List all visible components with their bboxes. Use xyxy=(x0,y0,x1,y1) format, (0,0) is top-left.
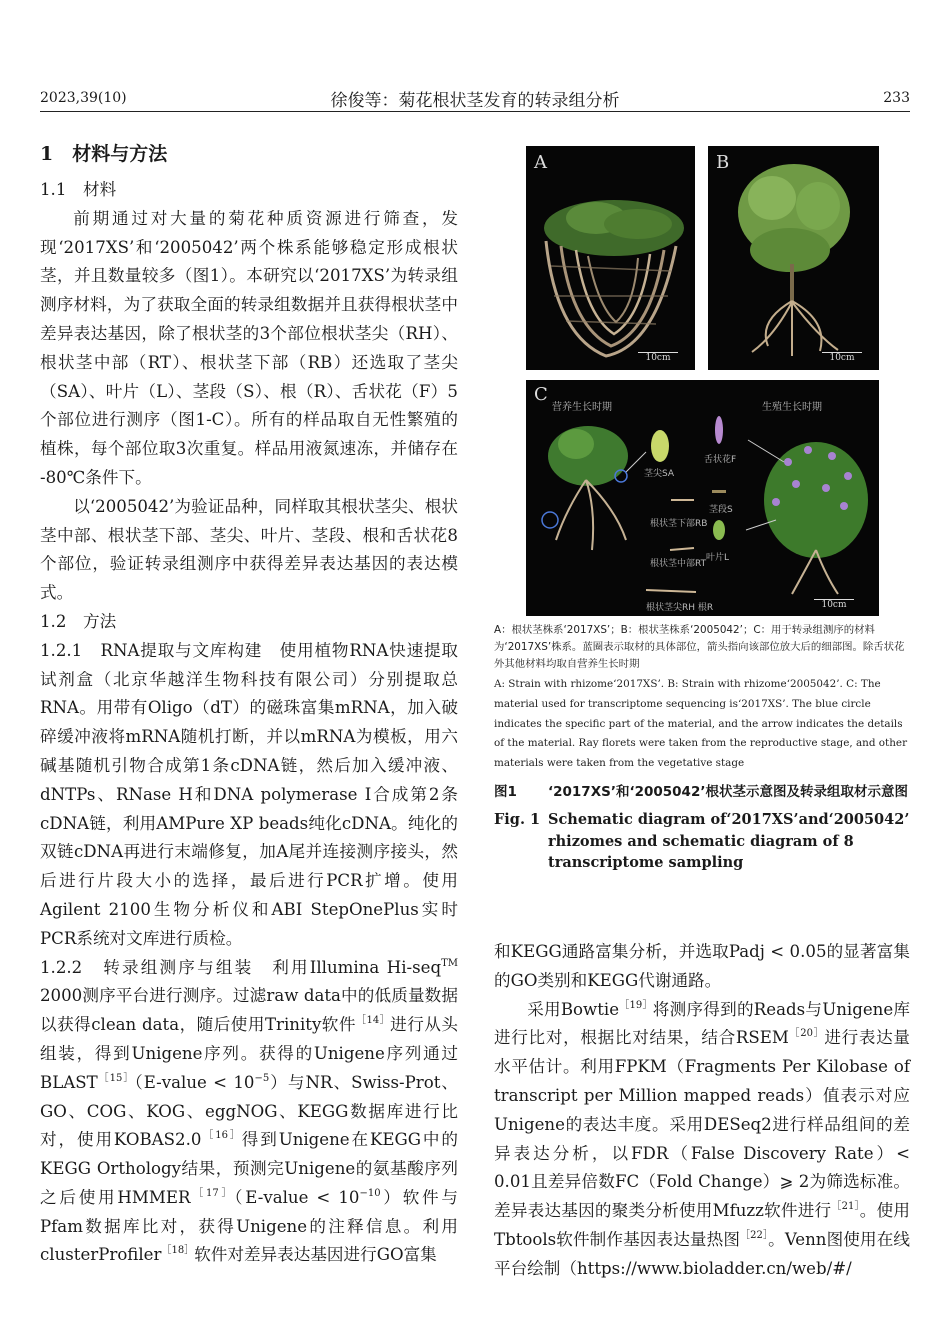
exponent: −5 xyxy=(254,1072,270,1084)
trademark: TM xyxy=(441,957,458,969)
method-seq-title: 1.2.2 转录组测序与组装 xyxy=(40,957,254,977)
section-heading: 1 材料与方法 xyxy=(40,143,168,165)
text-run: （E-value < 10 xyxy=(134,1072,255,1092)
method-seq-paragraph xyxy=(40,954,458,1271)
reproductive-stage-label: 生殖生长时期 xyxy=(762,402,822,413)
left-column xyxy=(40,140,458,1270)
panel-c-photo xyxy=(526,380,879,616)
text-run: 进行表达量水平估计。利用FPKM（Fragments Per Kilobase of transcript per Million mapped reads）值表示对应Unigene的表达丰度。采用DESeq2进行样品组间的差异表达分析，以FDR（False Discovery Rate）< 0.01且差异倍数FC（Fold Change）⩾ 2为筛选标准。差异表达基因的聚类分析使用Mfuzz软件进行 xyxy=(494,1028,911,1221)
text-run: 利用Illumina Hi-seq xyxy=(272,957,442,977)
citation[interactable]: ［16］ xyxy=(201,1130,242,1142)
citation[interactable]: ［18］ xyxy=(161,1245,195,1257)
figure-number-en: Fig. 1 xyxy=(494,811,541,829)
caption-en: A: Strain with rhizome‘2017XS’. B: Strain with rhizome‘2005042’. C: The material used for transcriptome sequencing is‘2017XS’. The blue circle indicates the specific part of the material, and the arrow indicates the details of the material. Ray florets were taken from the reproductive stage, and other materials were taken from the vegetative stage xyxy=(494,678,908,770)
panel-b-photo xyxy=(708,146,879,370)
figure-caption xyxy=(494,622,910,874)
text-run: （E-value < 10 xyxy=(234,1187,360,1207)
scale-bar-a: 10cm xyxy=(638,352,678,363)
figure-title-zh-text: ‘2017XS’和‘2005042’根状茎示意图及转录组取材示意图 xyxy=(548,783,908,800)
text-run: ）与NR、Swiss-Prot、GO、COG、KOG、eggNOG、KEGG数据库进行比对，使用KOBAS2.0 xyxy=(40,1072,458,1150)
rhizome-plant-a-illustration xyxy=(526,146,695,370)
caption-zh: A：根状茎株系‘2017XS’；B：根状茎株系‘2005042’；C：用于转录组测序的材料为‘2017XS’株系。蓝圈表示取材的具体部位，箭头指向该部位放大后的细部图。除舌状花外其他材料均取自营养生长时期 xyxy=(494,624,905,670)
text-run: 软件对差异表达基因进行GO富集 xyxy=(194,1245,437,1265)
part-label-rh-r: 根状茎尖RH 根R xyxy=(646,603,714,613)
text-run: ）软件与Pfam数据库比对，获得Unigene的注释信息。利用clusterProfiler xyxy=(40,1187,458,1265)
text-run: 将测序得到的Reads与Unigene库进行比对，根据比对结果，结合RSEM xyxy=(494,999,911,1048)
scale-bar-c: 10cm xyxy=(814,599,854,610)
part-label-rt: 根状茎中部RT xyxy=(650,559,707,569)
panel-c-label: C xyxy=(534,384,548,405)
panel-b-label: B xyxy=(716,152,730,173)
page-number: 233 xyxy=(883,90,910,106)
running-header xyxy=(40,86,910,112)
method-rna-paragraph xyxy=(40,637,458,954)
subsection-methods: 1.2 方法 xyxy=(40,611,117,631)
running-title: 徐俊等：菊花根状茎发育的转录组分析 xyxy=(330,91,620,111)
exponent: −10 xyxy=(359,1187,381,1199)
figure-title-en xyxy=(494,809,910,874)
text-run: 进行从头组装，得到Unigene序列。获得的Unigene序列通过BLAST xyxy=(40,1015,458,1092)
citation[interactable]: ［22］ xyxy=(740,1229,769,1241)
text-run: 。使用Tbtools软件制作基因表达量热图 xyxy=(494,1201,910,1249)
enrichment-paragraph-end: 和KEGG通路富集分析，并选取Padj < 0.05的显著富集的GO类别和KEGG代谢通路。 xyxy=(494,942,910,990)
quantification-paragraph xyxy=(494,996,910,1284)
right-column xyxy=(494,938,910,1284)
panel-a-label: A xyxy=(534,152,547,173)
part-label-f: 舌状花F xyxy=(704,455,737,465)
citation[interactable]: ［15］ xyxy=(97,1072,135,1084)
text-run: 得到Unigene在KEGG中的KEGG Orthology结果，预测完Unigene的氨基酸序列之后使用HMMER xyxy=(40,1130,458,1207)
subsection-materials: 1.1 材料 xyxy=(40,180,117,199)
panel-a-photo xyxy=(526,146,695,370)
text-run: 采用Bowtie xyxy=(527,999,620,1019)
rhizome-plant-b-illustration xyxy=(708,146,879,370)
part-label-rb: 根状茎下部RB xyxy=(650,519,708,529)
text-run: 2000测序平台进行测序。过滤raw data中的低质量数据以获得clean data，随后使用Trinity软件 xyxy=(40,986,458,1035)
figure-title-en-text: Schematic diagram of‘2017XS’and‘2005042’ rhizomes and schematic diagram of 8 transcriptome sampling xyxy=(548,811,910,872)
citation[interactable]: ［14］ xyxy=(355,1015,391,1027)
part-label-sa: 茎尖SA xyxy=(644,469,675,479)
citation[interactable]: ［19］ xyxy=(619,999,653,1011)
figure-title-zh xyxy=(494,782,910,804)
materials-paragraph-1: 前期通过对大量的菊花种质资源进行筛查，发现‘2017XS’和‘2005042’两个株系能够稳定形成根状茎，并且数量较多（图1）。本研究以‘2017XS’为转录组测序材料，为了获取全面的转录组数据并且获得根状茎中差异表达基因，除了根状茎的3个部位根状茎尖（RH）、根状茎中部（RT）、根状茎下部（RB）还选取了茎尖（SA）、叶片（L）、茎段（S）、根（R）、舌状花（F）5个部位进行测序（图1-C）。所有的样品取自无性繁殖的植株，每个部位取3次重复。样品用液氮速冻，并储存在 -80℃条件下。 xyxy=(40,208,458,487)
scale-bar-b: 10cm xyxy=(822,352,862,363)
vegetative-stage-label: 营养生长时期 xyxy=(552,402,612,413)
journal-issue: 2023,39(10) xyxy=(40,90,127,106)
citation[interactable]: ［20］ xyxy=(788,1028,825,1040)
materials-paragraph-2: 以‘2005042’为验证品种，同样取其根状茎尖、根状茎中部、根状茎下部、茎尖、叶片、茎段、根和舌状花8个部位，验证转录组测序中获得差异表达基因的表达模式。 xyxy=(40,496,458,603)
text-run: 。Venn图使用在线平台绘制（https://www.bioladder.cn/web/#/ xyxy=(494,1229,910,1278)
part-label-l: 叶片L xyxy=(706,553,730,563)
part-label-s: 茎段S xyxy=(709,505,733,515)
figure-number-zh: 图1 xyxy=(494,783,517,800)
method-rna-title: 1.2.1 RNA提取与文库构建 xyxy=(40,640,263,660)
method-rna-text: 使用植物RNA快速提取试剂盒（北京华越洋生物科技有限公司）分别提取总RNA。用带有Oligo（dT）的磁珠富集mRNA，加入破碎缓冲液将mRNA随机打断，并以mRNA为模板，用六碱基随机引物合成第1条cDNA链，然后加入缓冲液、dNTPs、RNase H和DNA polymerase Ⅰ合成第2条cDNA链，利用AMPure XP beads纯化cDNA。纯化的双链cDNA再进行末端修复，加A尾并连接测序接头，然后进行片段大小的选择，最后进行PCR扩增。使用Agilent 2100生物分析仪和ABI StepOnePlus实时PCR系统对文库进行质检。 xyxy=(40,640,459,948)
sampling-parts-illustration xyxy=(526,380,879,616)
citation[interactable]: ［17］ xyxy=(190,1187,235,1199)
citation[interactable]: ［21］ xyxy=(831,1201,860,1213)
